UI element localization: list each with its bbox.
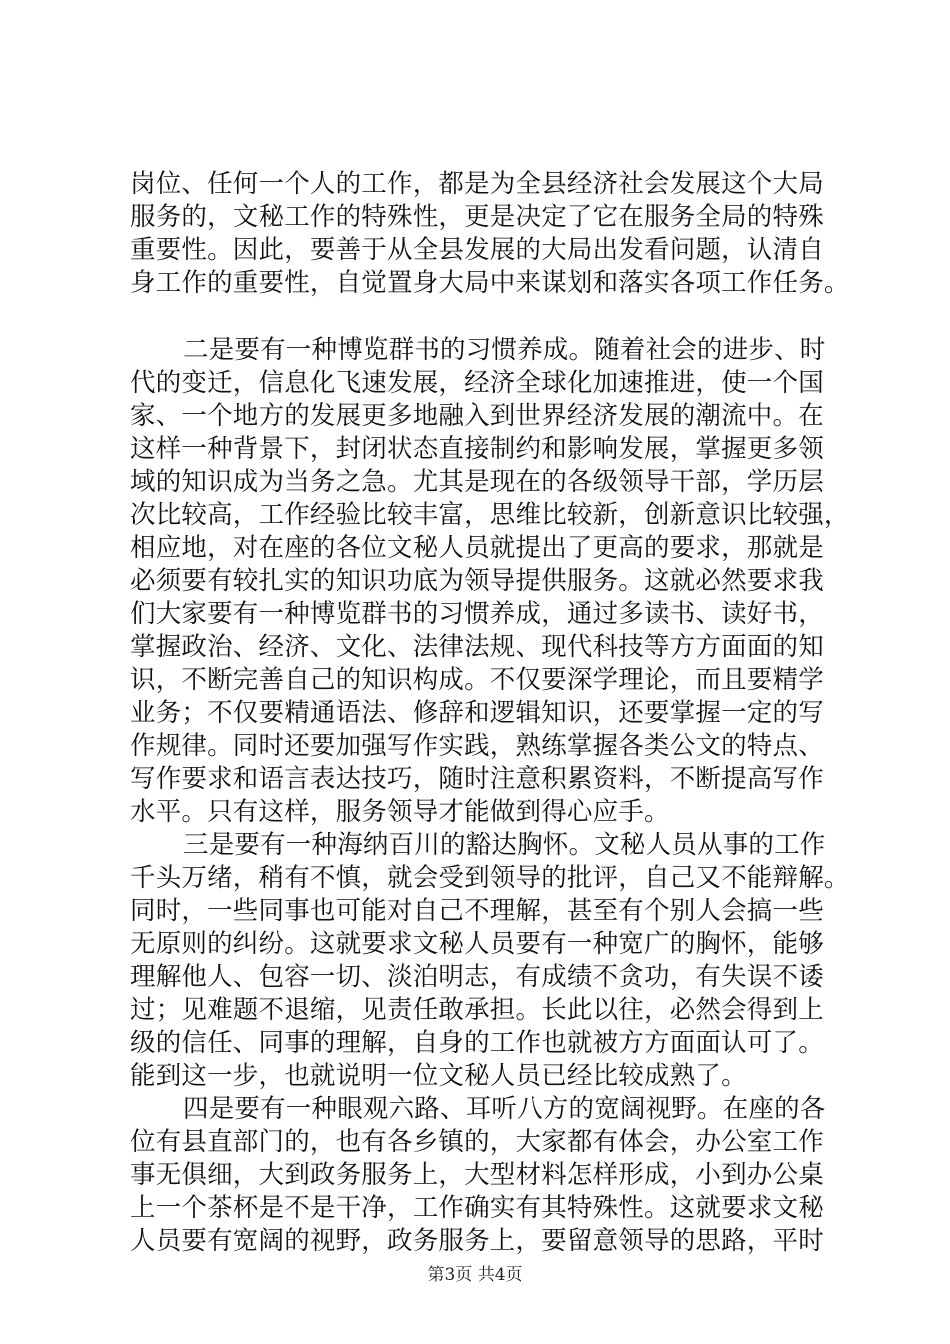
text-line: 身工作的重要性，自觉置身大局中来谋划和落实各项工作任务。: [130, 268, 850, 298]
text-line: 代的变迁，信息化飞速发展，经济全球化加速推进，使一个国: [130, 368, 824, 398]
text-line: 识，不断完善自己的知识构成。不仅要深学理论，而且要精学: [130, 665, 824, 695]
text-line: 写作要求和语言表达技巧，随时注意积累资料，不断提高写作: [130, 764, 824, 794]
text-line: 域的知识成为当务之急。尤其是现在的各级领导干部，学历层: [130, 467, 824, 497]
text-line: 事无俱细，大到政务服务上，大型材料怎样形成，小到办公桌: [130, 1160, 824, 1190]
text-line: 相应地，对在座的各位文秘人员就提出了更高的要求，那就是: [130, 533, 824, 563]
text-line: 这样一种背景下，封闭状态直接制约和影响发展，掌握更多领: [130, 434, 824, 464]
text-line: 无原则的纠纷。这就要求文秘人员要有一种宽广的胸怀，能够: [130, 929, 824, 959]
paragraph-two-start: 二是要有一种博览群书的习惯养成。随着社会的进步、时: [183, 335, 826, 365]
text-line: 同时，一些同事也可能对自己不理解，甚至有个别人会搞一些: [130, 896, 824, 926]
text-line: 水平。只有这样，服务领导才能做到得心应手。: [130, 797, 670, 827]
text-line: 们大家要有一种博览群书的习惯养成，通过多读书、读好书，: [130, 599, 824, 629]
text-line: 级的信任、同事的理解，自身的工作也就被方方面面认可了。: [130, 1028, 824, 1058]
text-line: 作规律。同时还要加强写作实践，熟练掌握各类公文的特点、: [130, 731, 824, 761]
page-number-footer: 第3页 共4页: [427, 1265, 523, 1285]
text-line: 必须要有较扎实的知识功底为领导提供服务。这就必然要求我: [130, 566, 824, 596]
text-line: 服务的，文秘工作的特殊性，更是决定了它在服务全局的特殊: [130, 202, 824, 232]
text-line: 上一个茶杯是不是干净，工作确实有其特殊性。这就要求文秘: [130, 1193, 824, 1223]
paragraph-three-start: 三是要有一种海纳百川的豁达胸怀。文秘人员从事的工作: [183, 830, 826, 860]
text-line: 能到这一步，也就说明一位文秘人员已经比较成熟了。: [130, 1061, 747, 1091]
paragraph-four-start: 四是要有一种眼观六路、耳听八方的宽阔视野。在座的各: [183, 1094, 826, 1124]
text-line: 重要性。因此，要善于从全县发展的大局出发看问题，认清自: [130, 235, 824, 265]
text-line: 理解他人、包容一切、淡泊明志，有成绩不贪功，有失误不诿: [130, 962, 824, 992]
text-line: 人员要有宽阔的视野，政务服务上，要留意领导的思路，平时: [130, 1226, 824, 1256]
text-line: 位有县直部门的，也有各乡镇的，大家都有体会，办公室工作: [130, 1127, 824, 1157]
text-line: 岗位、任何一个人的工作，都是为全县经济社会发展这个大局: [130, 169, 824, 199]
text-line: 业务；不仅要精通语法、修辞和逻辑知识，还要掌握一定的写: [130, 698, 824, 728]
paragraphs-body: [130, 334, 850, 1258]
text-line: 次比较高，工作经验比较丰富，思维比较新，创新意识比较强，: [130, 500, 850, 530]
text-line: 过；见难题不退缩，见责任敢承担。长此以往，必然会得到上: [130, 995, 824, 1025]
paragraph-continuation: [130, 168, 850, 300]
text-line: 千头万绪，稍有不慎，就会受到领导的批评，自己又不能辩解。: [130, 863, 850, 893]
text-line: 掌握政治、经济、文化、法律法规、现代科技等方方面面的知: [130, 632, 824, 662]
text-line: 家、一个地方的发展更多地融入到世界经济发展的潮流中。在: [130, 401, 824, 431]
